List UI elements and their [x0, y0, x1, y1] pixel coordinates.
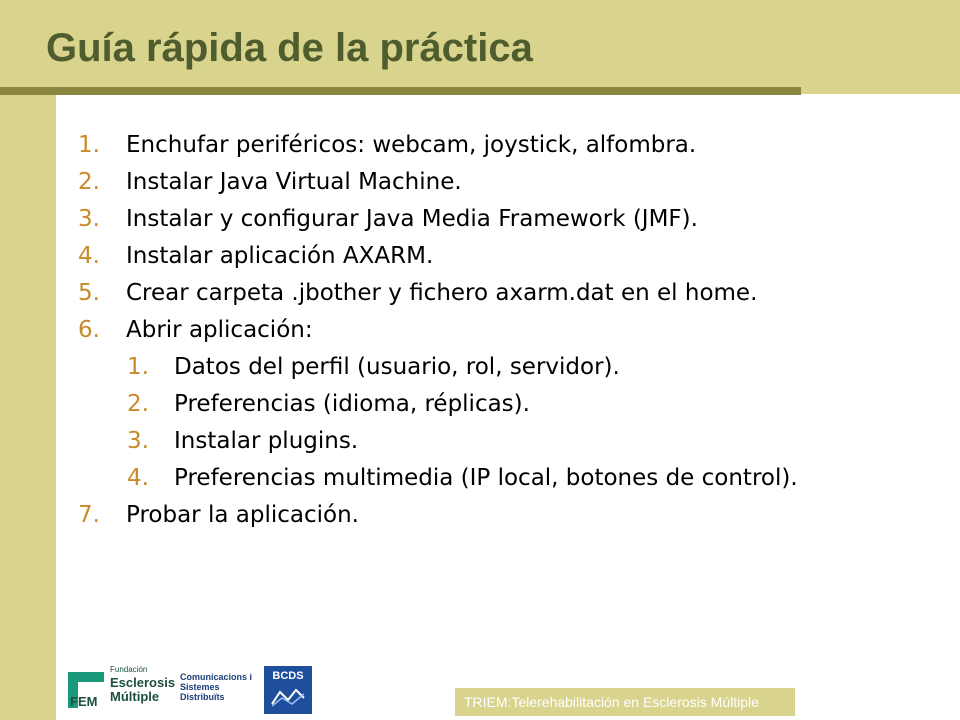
- list-item: [78, 312, 938, 349]
- list-item: [78, 127, 938, 164]
- item-text: Instalar aplicación AXARM.: [126, 243, 434, 269]
- sub-list-item: [78, 423, 938, 460]
- subitem-number: 1.: [127, 354, 149, 380]
- item-text: Abrir aplicación:: [126, 317, 313, 343]
- list-item: [78, 497, 938, 534]
- item-text: Probar la aplicación.: [126, 502, 359, 528]
- bcds-lines-icon: [270, 686, 306, 708]
- footer-logos: [60, 660, 320, 716]
- fem-line2: Esclerosis: [110, 675, 176, 690]
- fem-line3: Múltiple: [110, 689, 160, 704]
- title-rule: [0, 87, 801, 95]
- subitem-number: 3.: [127, 428, 149, 454]
- item-text: Instalar y configurar Java Media Framework (JMF).: [126, 206, 698, 232]
- sub-list-item: [78, 460, 938, 497]
- footer-text: TRIEM:Telerehabilitación en Esclerosis Múltiple: [464, 694, 759, 710]
- list-item: [78, 238, 938, 275]
- fem-mark: FEM: [70, 694, 98, 709]
- item-number: 4.: [78, 243, 100, 269]
- ccs-line3: Distribuïts: [180, 692, 225, 702]
- item-number: 2.: [78, 169, 100, 195]
- fem-logo-text: [110, 664, 175, 704]
- ccs-logo-text: [180, 672, 252, 702]
- sub-list-item: [78, 386, 938, 423]
- list-item: [78, 201, 938, 238]
- bcds-logo: [264, 666, 312, 714]
- item-number: 6.: [78, 317, 100, 343]
- ccs-line1: Comunicacions i: [180, 672, 253, 682]
- subitem-number: 2.: [127, 391, 149, 417]
- subitem-text: Preferencias (idioma, réplicas).: [174, 391, 530, 417]
- list-item: [78, 164, 938, 201]
- item-text: Enchufar periféricos: webcam, joystick, alfombra.: [126, 132, 697, 158]
- item-number: 1.: [78, 132, 100, 158]
- subitem-text: Preferencias multimedia (IP local, botones de control).: [174, 465, 798, 491]
- page-title: Guía rápida de la práctica: [46, 26, 533, 70]
- item-text: Crear carpeta .jbother y fichero axarm.dat en el home.: [126, 280, 758, 306]
- ccs-line2: Sistemes: [180, 682, 220, 692]
- sub-list-item: [78, 349, 938, 386]
- fem-logo-icon: [64, 668, 106, 710]
- item-number: 3.: [78, 206, 100, 232]
- item-number: 5.: [78, 280, 100, 306]
- item-number: 7.: [78, 502, 100, 528]
- left-band: [0, 94, 56, 720]
- subitem-text: Datos del perfil (usuario, rol, servidor).: [174, 354, 620, 380]
- subitem-text: Instalar plugins.: [174, 428, 359, 454]
- steps-list: [78, 127, 938, 534]
- fem-line1: Fundación: [110, 665, 148, 674]
- item-text: Instalar Java Virtual Machine.: [126, 169, 462, 195]
- subitem-number: 4.: [127, 465, 149, 491]
- bcds-label: BCDS: [272, 670, 304, 682]
- list-item: [78, 275, 938, 312]
